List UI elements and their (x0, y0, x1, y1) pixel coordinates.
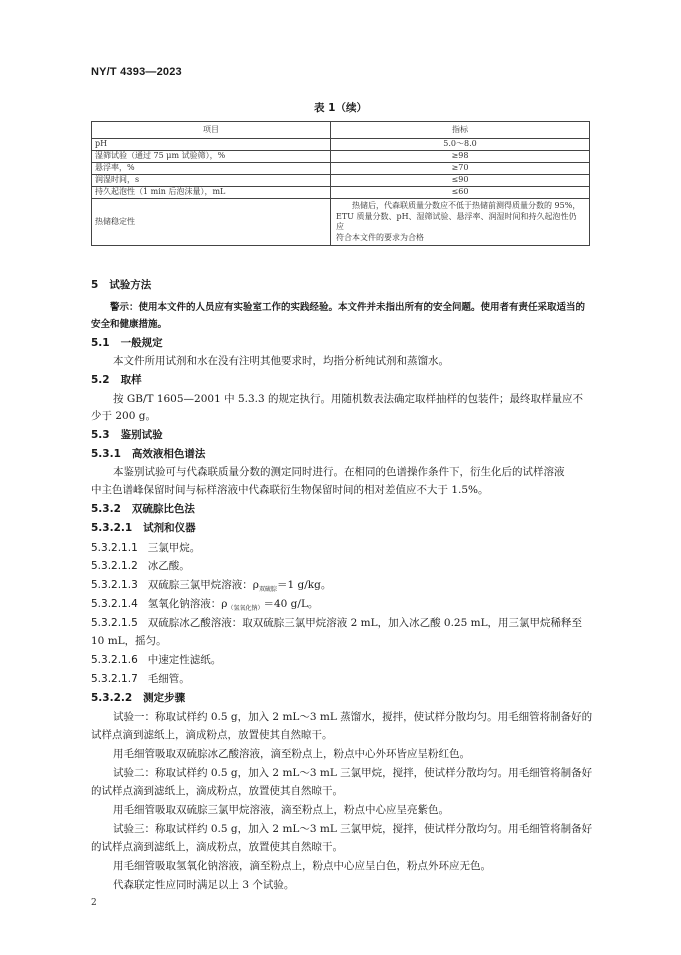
section-title: 测定步骤 (143, 692, 186, 704)
reagent-item (91, 596, 681, 612)
section-5-3-2-heading (91, 501, 681, 516)
column-header-index: 指标 (331, 122, 590, 139)
reagent-subscript: 双硫腙 (258, 586, 277, 594)
reagent-item (91, 652, 681, 667)
row-value: ≤60 (331, 187, 590, 199)
reagent-text: 氢氧化钠溶液：ρ (147, 598, 228, 610)
section-5-3-heading (91, 427, 681, 442)
row-item: 润湿时间，s (92, 175, 331, 187)
procedure-line: 试样点滴到滤纸上，滴成粉点，放置使其自然晾干。 (91, 729, 333, 741)
section-5-2-line-2: 少于 200 g。 (91, 410, 156, 422)
reagent-number: 5.3.2.1.4 (91, 598, 138, 610)
table-row (92, 139, 590, 151)
row-value: ≥98 (331, 151, 590, 163)
reagent-item (91, 577, 681, 593)
section-number: 5 (91, 279, 99, 291)
section-title: 试验方法 (109, 279, 152, 291)
reagent-continuation: 10 mL，摇匀。 (91, 635, 167, 647)
row-value: 5.0～8.0 (331, 139, 590, 151)
document-code: NY/T 4393—2023 (91, 66, 182, 78)
reagent-text: 双硫腙冰乙酸溶液：取双硫腙三氯甲烷溶液 2 mL，加入冰乙酸 0.25 mL，用三氯甲烷稀释至 (147, 617, 583, 629)
row-item: 持久起泡性（1 min 后泡沫量），mL (92, 187, 331, 199)
row-item: 热储稳定性 (92, 199, 331, 246)
procedure-line: 试验三：称取试样约 0.5 g，加入 2 mL～3 mL 三氯甲烷，搅拌，使试样分散均匀。用毛细管将制备好 (113, 823, 593, 835)
row-item: pH (92, 139, 331, 151)
reagent-item (91, 671, 681, 686)
section-title: 双硫腙比色法 (131, 503, 195, 515)
procedure-line: 试验一：称取试样约 0.5 g，加入 2 mL～3 mL 蒸馏水，搅拌，使试样分散均匀。用毛细管将制备好的 (113, 711, 593, 723)
section-title: 一般规定 (120, 337, 163, 349)
section-number: 5.2 (91, 374, 110, 386)
reagent-tail: ＝1 g/kg。 (276, 579, 332, 591)
table-caption: 表 1（续） (314, 102, 367, 114)
table-row (92, 151, 590, 163)
reagent-subscript: （氢氧化钠） (227, 605, 264, 613)
procedure-line: 用毛细管吸取氢氧化钠溶液，滴至粉点上，粉点中心应呈白色，粉点外环应无色。 (113, 860, 491, 872)
section-number: 5.3.2.2 (91, 692, 133, 704)
reagent-number: 5.3.2.1.1 (91, 542, 138, 554)
reagent-text: 冰乙酸。 (147, 560, 190, 572)
warning-line-1: 警示：使用本文件的人员应有实验室工作的实践经验。本文件并未指出所有的安全问题。使用者有责任采取适当的 (110, 302, 586, 313)
reagent-text: 三氯甲烷。 (147, 542, 201, 554)
reagent-number: 5.3.2.1.5 (91, 617, 138, 629)
procedure-line: 用毛细管吸取双硫腙冰乙酸溶液，滴至粉点上，粉点中心外环皆应呈粉红色。 (113, 748, 470, 760)
reagent-number: 5.3.2.1.2 (91, 560, 138, 572)
section-5-heading (91, 277, 681, 292)
table-row (92, 163, 590, 175)
reagent-tail: ＝40 g/L。 (263, 598, 319, 610)
reagent-text: 中速定性滤纸。 (147, 654, 222, 666)
section-title: 鉴别试验 (120, 429, 163, 441)
section-number: 5.3.1 (91, 448, 121, 460)
reagent-item (91, 615, 681, 630)
procedure-line: 代森联定性应同时满足以上 3 个试验。 (113, 879, 295, 891)
row-item: 湿筛试验（通过 75 μm 试验筛），% (92, 151, 331, 163)
reagent-item (91, 558, 681, 573)
table-row (92, 175, 590, 187)
section-title: 试剂和仪器 (143, 522, 196, 534)
column-header-item: 项目 (92, 122, 331, 139)
heat-line-3: 符合本文件的要求为合格 (336, 232, 424, 242)
row-value: ≥70 (331, 163, 590, 175)
heat-line-2: ETU 质量分数、pH、湿筛试验、悬浮率、润湿时间和持久起泡性仍应 (336, 211, 577, 231)
section-5-3-1-line-2: 中主色谱峰保留时间与标样溶液中代森联衍生物保留时间的相对差值应不大于 1.5%。 (91, 484, 489, 496)
reagent-number: 5.3.2.1.3 (91, 579, 138, 591)
section-5-2-line-1: 按 GB/T 1605—2001 中 5.3.3 的规定执行。用随机数表法确定取样抽样的包装件；最终取样量应不 (113, 393, 583, 405)
section-number: 5.1 (91, 337, 110, 349)
reagent-number: 5.3.2.1.6 (91, 654, 138, 666)
section-5-3-2-2-heading (91, 690, 681, 705)
table-header-row (92, 122, 590, 139)
procedure-line: 用毛细管吸取双硫腙三氯甲烷溶液，滴至粉点上，粉点中心应呈亮紫色。 (113, 804, 449, 816)
section-title: 高效液相色谱法 (131, 448, 206, 460)
reagent-item (91, 540, 681, 555)
section-number: 5.3.2 (91, 503, 121, 515)
row-value: ≤90 (331, 175, 590, 187)
section-5-3-2-1-heading (91, 520, 681, 535)
table-row-heat-stability (92, 199, 590, 246)
reagent-text: 双硫腙三氯甲烷溶液：ρ (147, 579, 259, 591)
section-number: 5.3 (91, 429, 110, 441)
section-5-2-heading (91, 372, 681, 387)
procedure-line: 试验二：称取试样约 0.5 g，加入 2 mL～3 mL 三氯甲烷，搅拌，使试样分散均匀。用毛细管将制备好 (113, 767, 593, 779)
spec-table (91, 121, 590, 246)
heat-line-1: 热储后，代森联质量分数应不低于热储前测得质量分数的 95%， (352, 201, 581, 210)
page-number: 2 (91, 898, 97, 908)
row-item: 悬浮率，% (92, 163, 331, 175)
section-5-1-text: 本文件所用试剂和水在没有注明其他要求时，均指分析纯试剂和蒸馏水。 (113, 355, 449, 367)
table-row (92, 187, 590, 199)
procedure-line: 的试样点滴到滤纸上，滴成粉点，放置使其自然晾干。 (91, 785, 343, 797)
row-value (331, 199, 590, 246)
reagent-number: 5.3.2.1.7 (91, 673, 138, 685)
procedure-line: 的试样点滴到滤纸上，滴成粉点，放置使其自然晾干。 (91, 841, 343, 853)
reagent-text: 毛细管。 (147, 673, 190, 685)
warning-line-2: 安全和健康措施。 (91, 319, 168, 330)
section-5-3-1-line-1: 本鉴别试验可与代森联质量分数的测定同时进行。在相同的色谱操作条件下，衍生化后的试样溶液 (113, 466, 565, 478)
section-5-3-1-heading (91, 446, 681, 461)
section-5-1-heading (91, 335, 681, 350)
section-title: 取样 (120, 374, 142, 386)
section-number: 5.3.2.1 (91, 522, 133, 534)
